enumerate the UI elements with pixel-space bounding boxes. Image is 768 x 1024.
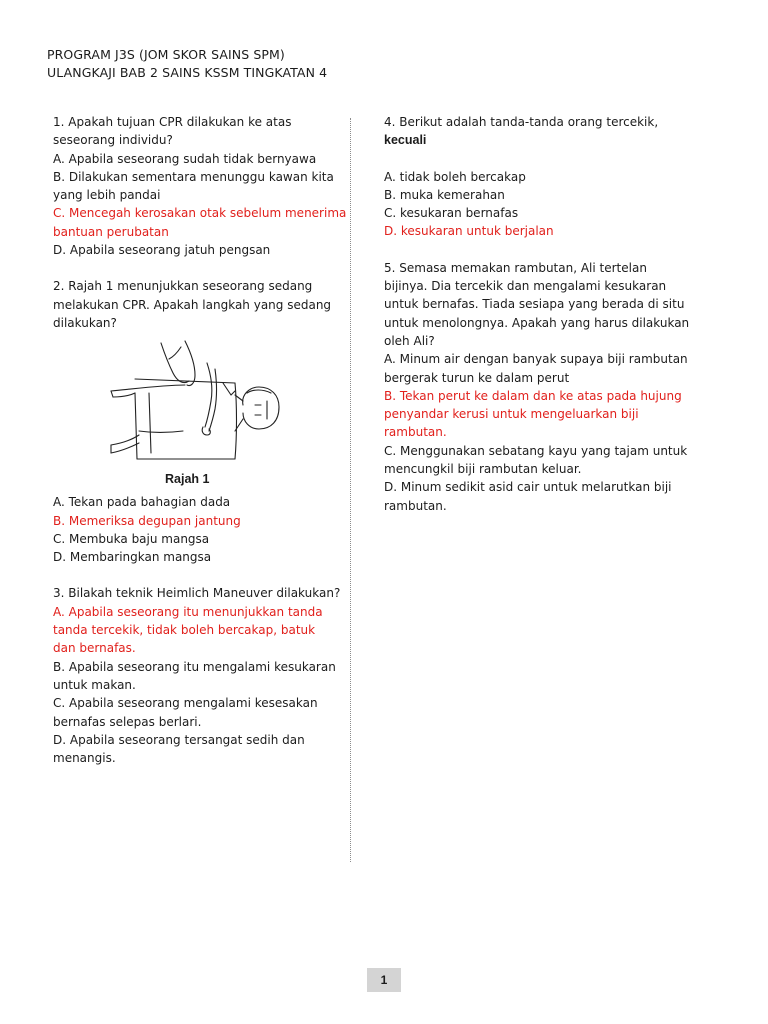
page-number: 1 [367, 968, 401, 992]
header-chapter: ULANGKAJI BAB 2 SAINS KSSM TINGKATAN 4 [47, 65, 328, 80]
header-program: PROGRAM J3S (JOM SKOR SAINS SPM) [47, 47, 285, 62]
q5-option-b-answer: B. Tekan perut ke dalam dan ke atas pada hujung [384, 388, 682, 403]
q5-stem-line: untuk menolongnya. Apakah yang harus dilakukan [384, 315, 690, 330]
q5-stem-line: bijinya. Dia tercekik dan mengalami kesukaran [384, 279, 667, 294]
q4-option-d-answer: D. kesukaran untuk berjalan [384, 224, 554, 239]
q1-stem-line: seseorang individu? [53, 133, 173, 148]
figure-rajah-1 [53, 335, 343, 493]
q5-option-c: C. Menggunakan sebatang kayu yang tajam untuk [384, 443, 688, 458]
q5-stem-line: untuk bernafas. Tiada sesiapa yang berada di situ [384, 297, 685, 312]
q4-option-b: B. muka kemerahan [384, 187, 505, 202]
q1-option-c-answer: C. Mencegah kerosakan otak sebelum menerima [53, 206, 347, 221]
q1-option-b: yang lebih pandai [53, 188, 161, 203]
question-5 [384, 259, 706, 515]
right-column [384, 113, 706, 533]
q3-option-b: B. Apabila seseorang itu mengalami kesukaran [53, 659, 336, 674]
q3-option-d: menangis. [53, 751, 116, 766]
q2-option-d: D. Membaringkan mangsa [53, 550, 212, 565]
q2-option-a: A. Tekan pada bahagian dada [53, 495, 231, 510]
q3-stem-line: 3. Bilakah teknik Heimlich Maneuver dilakukan? [53, 586, 341, 601]
q5-option-d: D. Minum sedikit asid cair untuk melarutkan biji [384, 480, 672, 495]
page-header [47, 46, 327, 82]
q3-option-b: untuk makan. [53, 677, 136, 692]
q3-option-d: D. Apabila seseorang tersangat sedih dan [53, 732, 305, 747]
q1-option-b: B. Dilakukan sementara menunggu kawan kita [53, 169, 334, 184]
cpr-illustration-icon [103, 335, 283, 465]
q5-option-d: rambutan. [384, 498, 447, 513]
q5-stem-line: oleh Ali? [384, 333, 435, 348]
question-4 [384, 113, 706, 241]
q4-stem-keyword: kecuali [384, 133, 427, 148]
q3-option-a-answer: A. Apabila seseorang itu menunjukkan tanda [53, 604, 323, 619]
q2-option-c: C. Membuka baju mangsa [53, 531, 210, 546]
figure-caption: Rajah 1 [165, 472, 210, 487]
q4-option-a: A. tidak boleh bercakap [384, 169, 526, 184]
q5-option-a: A. Minum air dengan banyak supaya biji rambutan [384, 352, 688, 367]
q2-stem-line: 2. Rajah 1 menunjukkan seseorang sedang [53, 279, 313, 294]
q1-option-a: A. Apabila seseorang sudah tidak bernyawa [53, 151, 317, 166]
q3-option-a-answer: tanda tercekik, tidak boleh bercakap, batuk [53, 623, 316, 638]
column-divider [350, 118, 351, 862]
q3-option-c: C. Apabila seseorang mengalami kesesakan [53, 696, 318, 711]
q5-option-a: bergerak turun ke dalam perut [384, 370, 570, 385]
q5-option-c: mencungkil biji rambutan keluar. [384, 462, 582, 477]
q3-option-c: bernafas selepas berlari. [53, 714, 202, 729]
q2-option-b-answer: B. Memeriksa degupan jantung [53, 513, 241, 528]
left-column [53, 113, 347, 785]
q5-stem-line: 5. Semasa memakan rambutan, Ali tertelan [384, 260, 647, 275]
q5-option-b-answer: rambutan. [384, 425, 447, 440]
q2-stem-line: dilakukan? [53, 315, 117, 330]
q1-option-d: D. Apabila seseorang jatuh pengsan [53, 243, 271, 258]
q3-option-a-answer: dan bernafas. [53, 641, 136, 656]
q1-stem-line: 1. Apakah tujuan CPR dilakukan ke atas [53, 115, 292, 129]
question-2 [53, 277, 343, 566]
q4-option-c: C. kesukaran bernafas [384, 206, 519, 221]
question-1 [53, 113, 347, 259]
q4-stem-line: 4. Berikut adalah tanda-tanda orang tercekik, [384, 115, 659, 129]
q5-option-b-answer: penyandar kerusi untuk mengeluarkan biji [384, 407, 639, 422]
q1-option-c-answer: bantuan perubatan [53, 224, 169, 239]
question-3 [53, 584, 343, 767]
q2-stem-line: melakukan CPR. Apakah langkah yang sedang [53, 297, 332, 312]
